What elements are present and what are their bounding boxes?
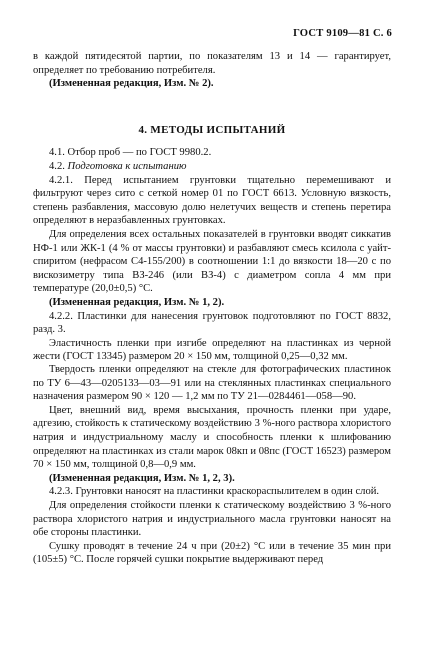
intro-amendment: (Измененная редакция, Изм. № 2).	[49, 78, 214, 90]
section-title: 4. МЕТОДЫ ИСПЫТАНИЙ	[138, 123, 286, 136]
clause-4-2-2-c: Твердость пленки определяют на стекле для фотографических пластинок по ТУ 6—43—0205133—03—91 или на стеклянных пластинках специального назначения размером 90 × 120 — 1,2 мм по ТУ 21—0284461—058—90.	[33, 364, 391, 403]
clause-4-2	[33, 160, 391, 174]
clause-4-2-2-d: Цвет, внешний вид, время высыхания, прочность пленки при ударе, адгезию, стойкость к статическому воздействию 3 %-ного раствора хлористого натрия и индустриальному маслу и способность пленки к шлифованию определяют на пластинках из стали марок 08кп и 08пс (ГОСТ 16523) размером 70 × 150 мм, толщиной 0,8—0,9 мм.	[33, 404, 391, 471]
clause-4-1: 4.1. Отбор проб — по ГОСТ 9980.2.	[49, 147, 212, 159]
clause-4-2-1: 4.2.1. Перед испытанием грунтовки тщательно перемешивают и фильтруют через сито с сеткой номер 01 по ГОСТ 6613. Условную вязкость, степень разбавления, массовую долю нелетучих веществ и степень перетира определяют в неразбавленных грунтовках.	[33, 174, 391, 227]
clause-4-2-3-b: Для определения стойкости пленки к статическому воздействию 3 %-ного раствора хлористого натрия и индустриального масла грунтовки наносят на обе стороны пластинки.	[33, 500, 391, 539]
clause-4-2-3-c: Сушку проводят в течение 24 ч при (20±2) °С или в течение 35 мин при (105±5) °С. После горячей сушки покрытие выдерживают перед	[33, 540, 391, 566]
amendment-2: (Измененная редакция, Изм. № 1, 2, 3).	[49, 472, 235, 484]
clause-4-2-1-b: Для определения всех остальных показателей в грунтовки вводят сиккатив НФ-1 или ЖК-1 (4 % от массы грунтовки) и разбавляют смесь ксилола с уайт-спиритом (нефрасом С4-155/200) в соотношении 1:1 до вязкости 18—20 с по вискозиметру типа ВЗ-246 (или ВЗ-4) с диаметром сопла 4 мм при температуре (20,0±0,5) °С.	[33, 228, 391, 295]
intro-text: в каждой пятидесятой партии, по показателям 13 и 14 — гарантирует, определяет по требованию потребителя.	[33, 51, 391, 76]
clause-4-2-2-b: Эластичность пленки при изгибе определяют на пластинках из черной жести (ГОСТ 13345) размером 20 × 150 мм, толщиной 0,25—0,32 мм.	[33, 337, 391, 362]
page-header: ГОСТ 9109—81 С. 6	[293, 28, 392, 39]
amendment-1: (Измененная редакция, Изм. № 1, 2).	[49, 296, 225, 308]
clause-4-2-2: 4.2.2. Пластинки для нанесения грунтовок подготовляют по ГОСТ 8832, разд. 3.	[33, 310, 391, 336]
clause-4-2-3: 4.2.3. Грунтовки наносят на пластинки краскораспылителем в один слой.	[49, 486, 380, 498]
clause-4-2-title: Подготовка к испытанию	[67, 160, 187, 172]
clause-4-2-number: 4.2.	[49, 160, 65, 172]
document-body	[33, 50, 391, 567]
